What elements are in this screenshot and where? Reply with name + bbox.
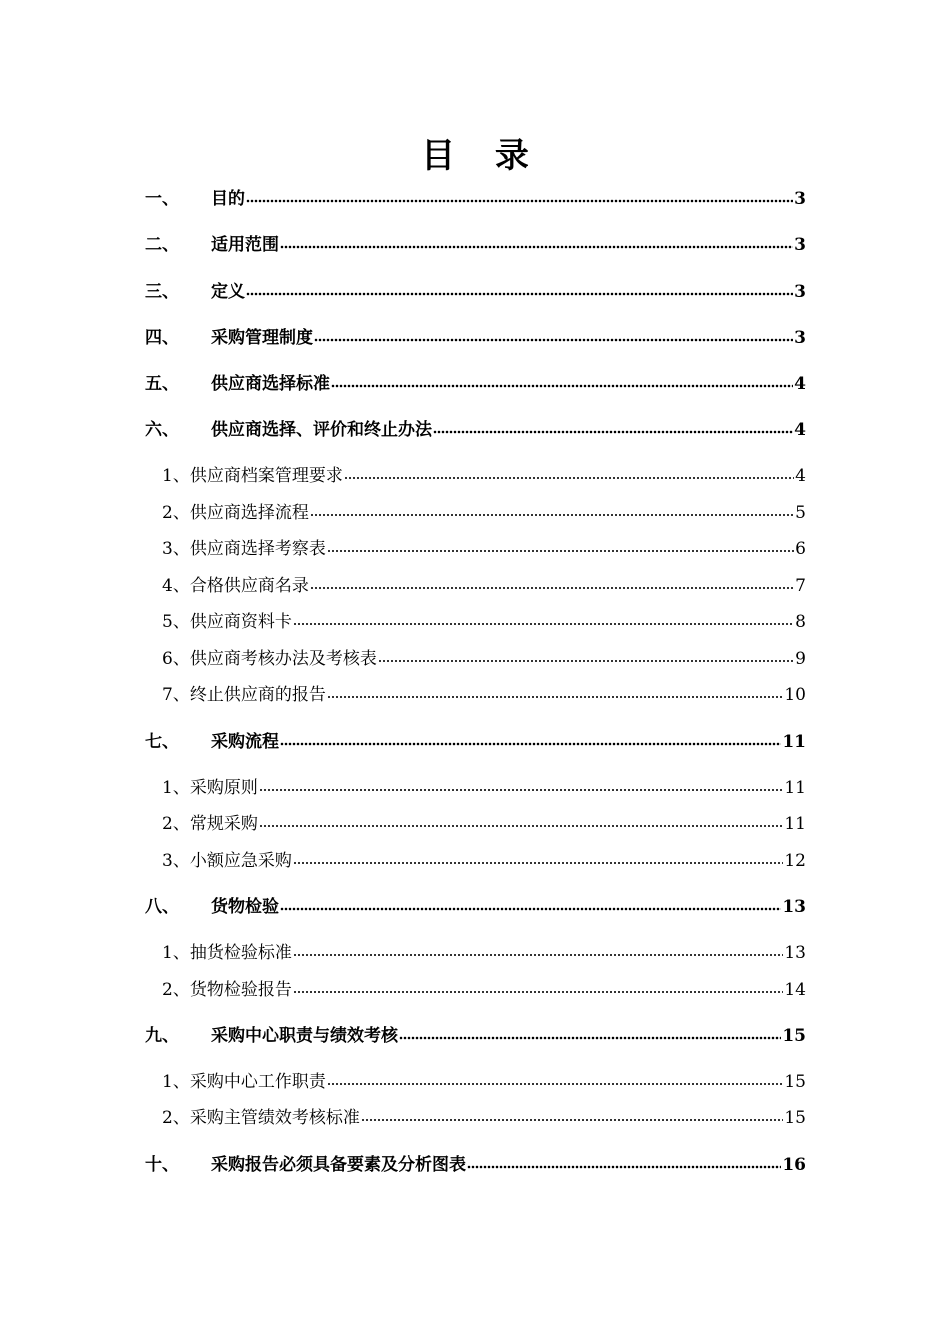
toc-entry-page-number: 7 (795, 576, 806, 596)
dot-leader (310, 585, 794, 591)
dot-leader (399, 1035, 781, 1041)
toc-entry[interactable] (162, 974, 806, 1000)
toc-entry[interactable] (162, 533, 806, 559)
toc-entry-number: 九、 (145, 1026, 179, 1046)
toc-entry[interactable] (145, 891, 806, 917)
toc-entry-number: 八、 (145, 897, 179, 917)
toc-entry[interactable] (162, 679, 806, 705)
toc-entry-page-number: 11 (784, 778, 806, 798)
dot-leader (433, 429, 793, 435)
dot-leader (344, 475, 794, 481)
toc-entry-label: 供应商选择、评价和终止办法 (211, 420, 432, 440)
toc-entry-page-number: 4 (795, 466, 806, 486)
toc-entry-page-number: 5 (795, 503, 806, 523)
toc-entry-page-number: 16 (782, 1155, 806, 1175)
toc-entry-number: 二、 (145, 235, 179, 255)
toc-entry-label: 采购中心职责与绩效考核 (211, 1026, 398, 1046)
toc-entry-page-number: 9 (795, 649, 806, 669)
toc-entry[interactable] (162, 643, 806, 669)
toc-entry-label: 货物检验 (211, 897, 279, 917)
toc-entry[interactable] (162, 808, 806, 834)
toc-entry-number: 一、 (145, 189, 179, 209)
dot-leader (310, 512, 794, 518)
toc-entry-page-number: 15 (784, 1108, 806, 1128)
toc-entry-page-number: 6 (795, 539, 806, 559)
toc-entry-label: 1、采购原则 (162, 778, 258, 798)
toc-entry[interactable] (162, 497, 806, 523)
toc-entry-page-number: 3 (794, 328, 806, 348)
toc-entry-label: 2、常规采购 (162, 814, 258, 834)
toc-entry-label: 供应商选择标准 (211, 374, 330, 394)
dot-leader (327, 548, 794, 554)
toc-entry[interactable] (145, 183, 806, 209)
dot-leader (259, 787, 784, 793)
dot-leader (293, 621, 794, 627)
toc-entry[interactable] (162, 606, 806, 632)
toc-entry-label: 采购流程 (211, 732, 279, 752)
toc-entry[interactable] (162, 1102, 806, 1128)
toc-entry-label: 1、供应商档案管理要求 (162, 466, 343, 486)
dot-leader (378, 658, 794, 664)
toc-entry-number: 七、 (145, 732, 179, 752)
toc-entry-page-number: 12 (784, 851, 806, 871)
toc-entry-label: 定义 (211, 282, 245, 302)
toc-entry-label: 2、供应商选择流程 (162, 503, 309, 523)
dot-leader (331, 383, 793, 389)
dot-leader (259, 823, 784, 829)
toc-entry[interactable] (162, 570, 806, 596)
toc-entry-label: 6、供应商考核办法及考核表 (162, 649, 377, 669)
toc-entry-label: 1、抽货检验标准 (162, 943, 292, 963)
toc-entry-page-number: 8 (795, 612, 806, 632)
toc-entry[interactable] (145, 1149, 806, 1175)
dot-leader (467, 1164, 781, 1170)
toc-entry-number: 六、 (145, 420, 179, 440)
toc-entry-label: 3、小额应急采购 (162, 851, 292, 871)
toc-entry-label: 2、采购主管绩效考核标准 (162, 1108, 360, 1128)
toc-entry-page-number: 15 (784, 1072, 806, 1092)
toc-entry-label: 7、终止供应商的报告 (162, 685, 326, 705)
dot-leader (327, 1081, 784, 1087)
toc-entry-page-number: 14 (784, 980, 806, 1000)
toc-entry-label: 适用范围 (211, 235, 279, 255)
dot-leader (293, 860, 784, 866)
dot-leader (327, 694, 784, 700)
toc-entry[interactable] (145, 414, 806, 440)
toc-entry-number: 十、 (145, 1155, 179, 1175)
toc-entry[interactable] (162, 460, 806, 486)
toc-entry[interactable] (145, 1020, 806, 1046)
toc-entry-page-number: 4 (794, 420, 806, 440)
toc-entry[interactable] (145, 322, 806, 348)
toc-entry-page-number: 11 (784, 814, 806, 834)
toc-entry-page-number: 3 (794, 235, 806, 255)
toc-entry-number: 三、 (145, 282, 179, 302)
dot-leader (314, 337, 793, 343)
toc-title: 目 录 (421, 136, 543, 176)
dot-leader (361, 1117, 784, 1123)
toc-entry-page-number: 13 (784, 943, 806, 963)
toc-entry-number: 四、 (145, 328, 179, 348)
toc-entry-label: 采购管理制度 (211, 328, 313, 348)
dot-leader (280, 244, 793, 250)
toc-entry[interactable] (145, 368, 806, 394)
dot-leader (246, 198, 793, 204)
toc-entry-label: 3、供应商选择考察表 (162, 539, 326, 559)
toc-entry-page-number: 15 (782, 1026, 806, 1046)
dot-leader (280, 741, 781, 747)
dot-leader (280, 906, 781, 912)
toc-entry-page-number: 13 (782, 897, 806, 917)
toc-entry[interactable] (162, 845, 806, 871)
dot-leader (293, 952, 784, 958)
toc-entry-number: 五、 (145, 374, 179, 394)
toc-entry-page-number: 3 (794, 282, 806, 302)
dot-leader (293, 989, 784, 995)
toc-entry-label: 4、合格供应商名录 (162, 576, 309, 596)
toc-entry-label: 采购报告必须具备要素及分析图表 (211, 1155, 466, 1175)
toc-entry-page-number: 10 (784, 685, 806, 705)
toc-entry-page-number: 3 (794, 189, 806, 209)
toc-entry-label: 1、采购中心工作职责 (162, 1072, 326, 1092)
dot-leader (246, 291, 793, 297)
toc-entry[interactable] (162, 772, 806, 798)
toc-entry[interactable] (145, 276, 806, 302)
toc-entry[interactable] (162, 1066, 806, 1092)
toc-entry-page-number: 11 (782, 732, 806, 752)
toc-entry[interactable] (145, 229, 806, 255)
toc-entry-label: 目的 (211, 189, 245, 209)
toc-entry-label: 5、供应商资料卡 (162, 612, 292, 632)
toc-entry-label: 2、货物检验报告 (162, 980, 292, 1000)
toc-entry[interactable] (162, 937, 806, 963)
toc-entry[interactable] (145, 726, 806, 752)
toc-entry-page-number: 4 (794, 374, 806, 394)
